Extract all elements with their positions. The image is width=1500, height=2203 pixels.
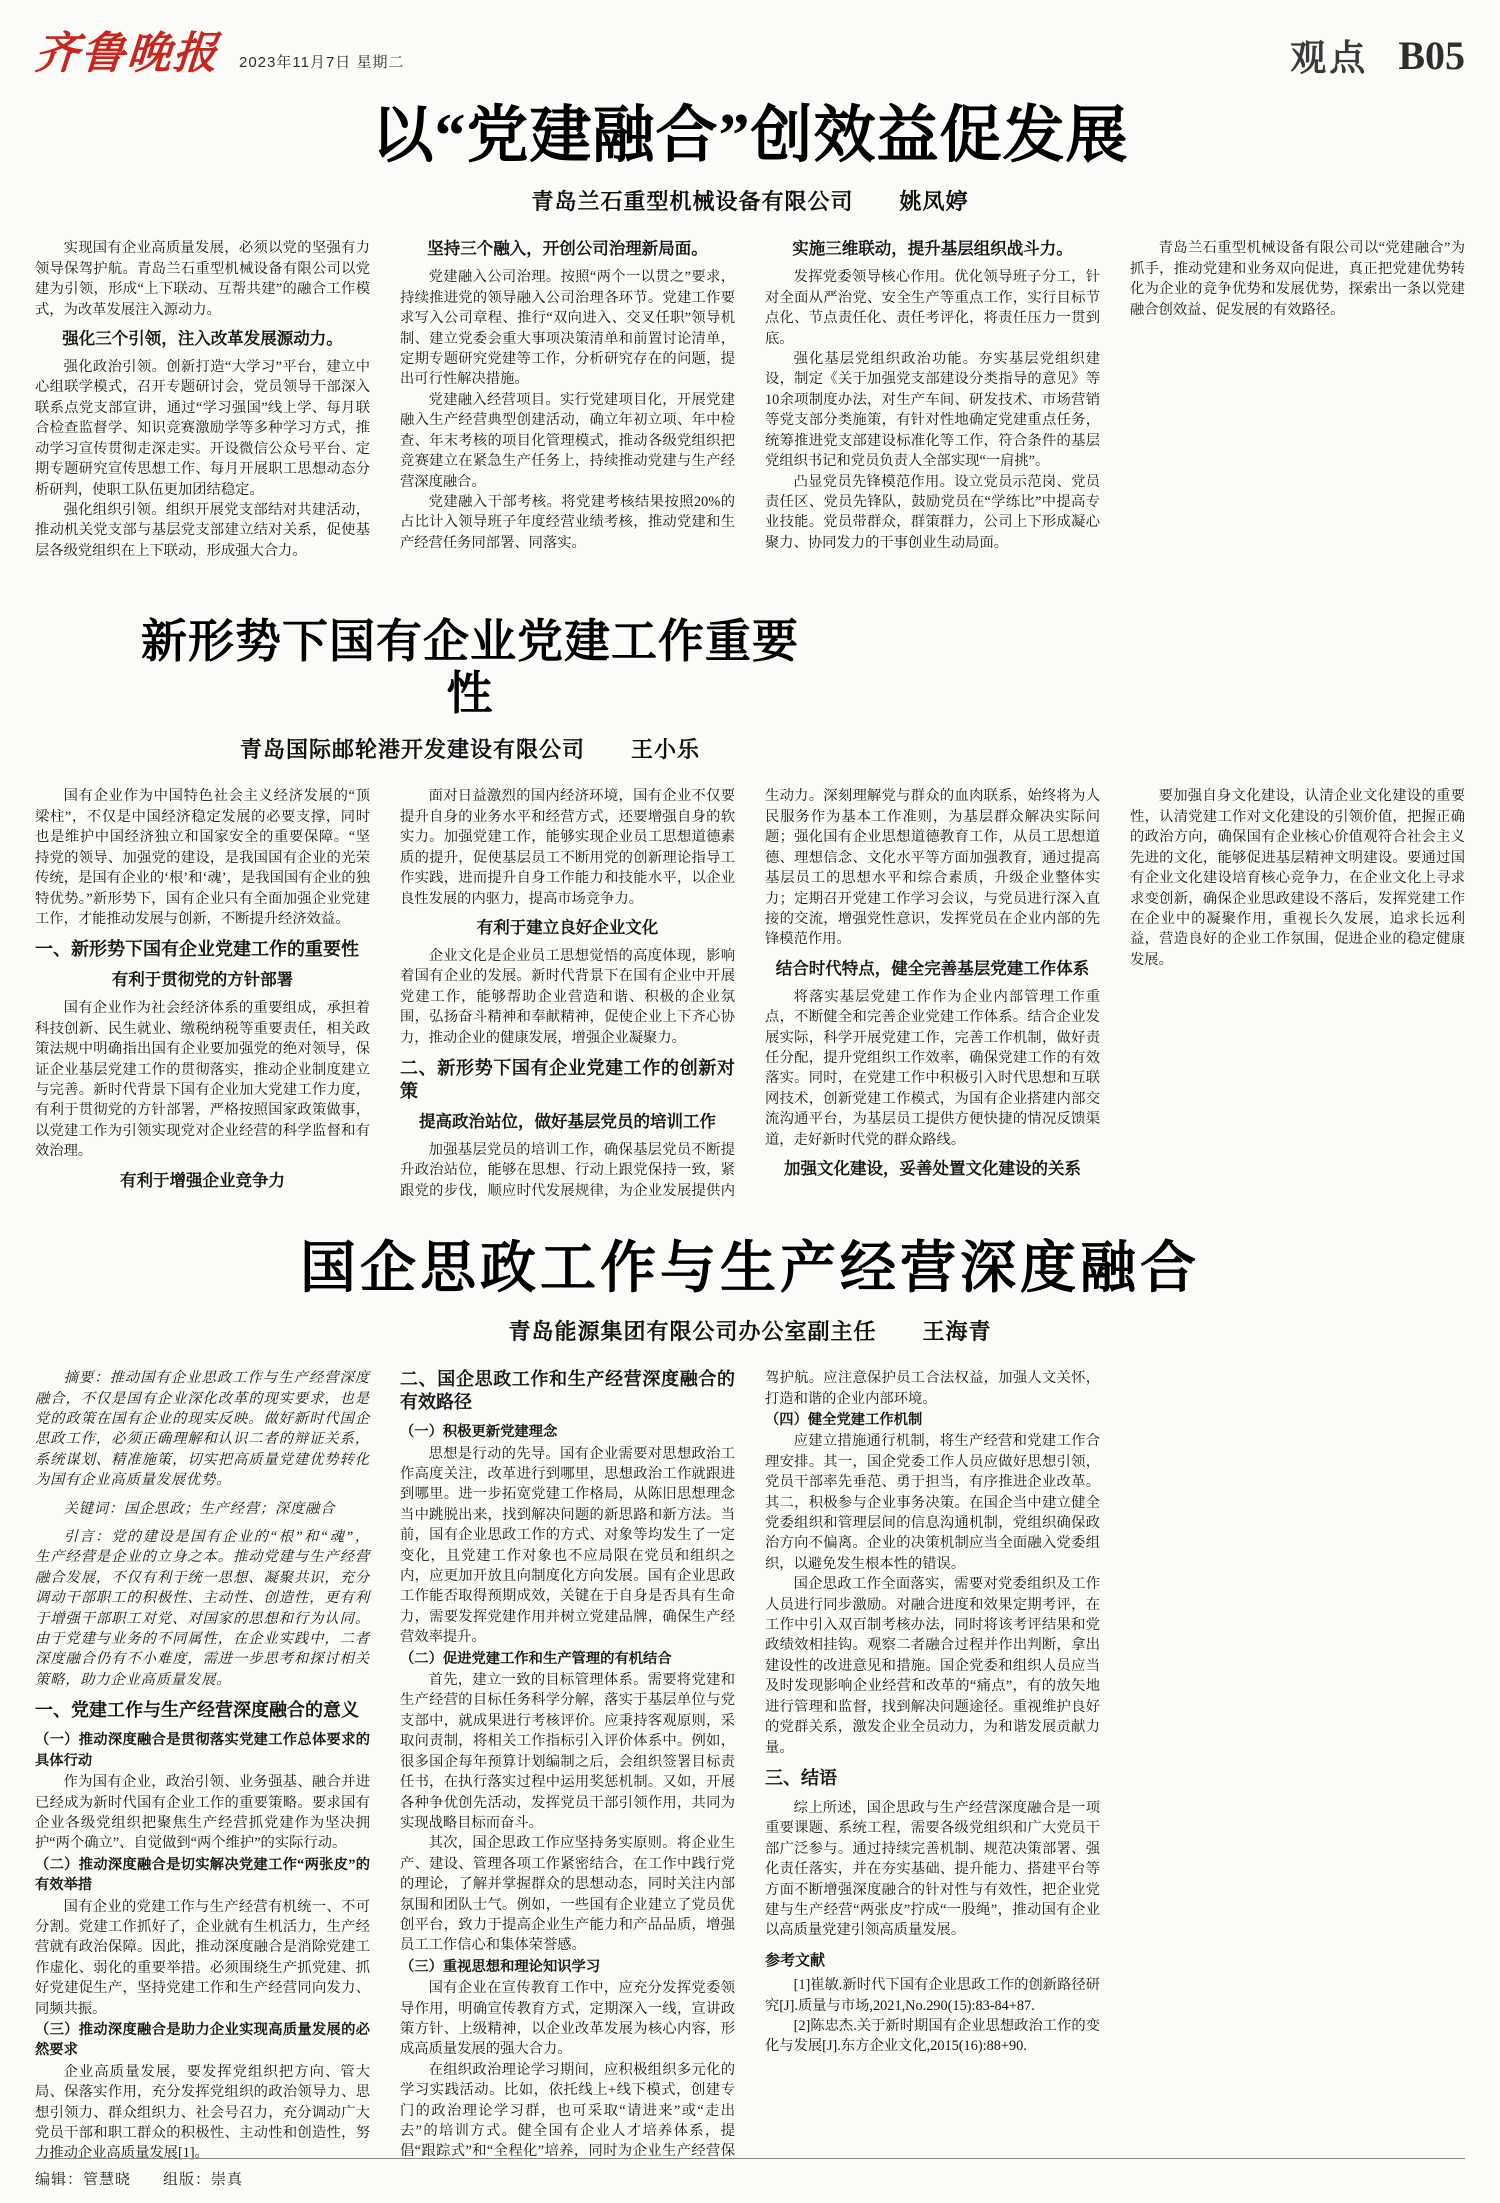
subheading: 二、国企思政工作和生产经营深度融合的有效路径 — [400, 1369, 735, 1413]
paragraph: 将落实基层党建工作作为企业内部管理工作重点，不断健全和完善企业党建工作体系。结合企业发展实际，科学开展党建工作，完善工作机制，做好责任分配，提升党组织工作效率，确保党建工作的有效落实。同时，在党建工作中积极引入时代思想和互联网技术，创新党建工作模式，为国有企业搭建内部交流沟通平台，为基层员工提供方便快捷的情况反馈渠道，走好新时代党的群众路线。 — [765, 988, 1100, 1148]
paragraph: 发挥党委领导核心作用。优化领导班子分工，针对全面从严治党、安全生产等重点工作，实行目标节点化、节点责任化、责任考评化，将责任压力一贯到底。 — [765, 269, 1100, 347]
subheading: 有利于增强企业竞争力 — [120, 1170, 285, 1190]
article-1-title: 以“党建融合”创效益促发展 — [371, 102, 1129, 170]
paragraph: 首先，建立一致的目标管理体系。需要将党建和生产经营的目标任务科学分解，落实于基层单位与党支部中，就成果进行考核评价。应秉持客观原则，采取问责制，将相关工作指标引入评价体系中。例如，很多国企每年预算计划编制之后，会组织签署目标责任书，在执行落实过程中运用奖惩机制。又如，开展各种争优创先活动，发挥党员干部引领作用，共同为实现战略目标而奋斗。 — [400, 1672, 735, 1831]
subheading: 一、党建工作与生产经营深度融合的意义 — [35, 1700, 359, 1721]
subheading: （一）推动深度融合是贯彻落实党建工作总体要求的具体行动 — [35, 1732, 370, 1769]
subheading: 结合时代特点，健全完善基层党建工作体系 — [775, 958, 1090, 978]
subheading: 有利于贯彻党的方针部署 — [111, 970, 294, 990]
paragraph: 面对日益激烈的国内经济环境，国有企业不仅要提升自身的业务水平和经营方式，还要增强自身的软实力。加强党建工作，能够实现企业员工思想道德素质的提升，促使基层员工不断用党的创新理论指导工作实践，进而提升自身工作能力和技能水平，以企业良性发展的内驱力，提高市场竞争力。 — [400, 788, 735, 907]
paragraph: 关键词：国企思政；生产经营；深度融合 — [63, 1500, 336, 1517]
paragraph: 国有企业作为中国特色社会主义经济发展的“顶梁柱”，不仅是中国经济稳定发展的必要支撑，同时也是维护中国经济独立和国家安全的重要保障。“坚持党的领导、加强党的建设，是我国国有企业的光荣传统，是国有企业的‘根’和‘魂’，是我国国有企业的独特优势。”新形势下，国有企业只有全面加强企业党建工作，才能推动发展与创新，不断提升经济效益。 — [35, 788, 370, 927]
header-right — [1290, 33, 1465, 78]
paragraph: 强化基层党组织政治功能。夯实基层党组织建设，制定《关于加强党支部建设分类指导的意见》等10余项制度办法，对生产车间、研发技术、市场营销等党支部分类施策，有针对性地确定党建重点任务，统筹推进党支部建设标准化等工作，符合条件的基层党组织书记和党员负责人全部实现“一肩挑”。 — [765, 351, 1100, 470]
paragraph: 引言：党的建设是国有企业的“根”和“魂”，生产经营是企业的立身之本。推动党建与生产经营融合发展，不仅有利于统一思想、凝聚共识，充分调动干部职工的积极性、主动性、创造性，更有利于增强干部职工对党、对国家的思想和行为认同。由于党建与业务的不同属性，在企业实践中，二者深度融合仍有不小难度，需进一步思考和探讨相关策略，助力企业高质量发展。 — [35, 1529, 370, 1688]
subheading: （三）推动深度融合是助力企业实现高质量发展的必然要求 — [35, 2021, 370, 2059]
article-2-body — [35, 786, 1465, 1204]
paragraph: 企业文化是企业员工思想觉悟的高度体现，影响着国有企业的发展。新时代背景下在国有企业中开展党建工作，能够帮助企业营造和谐、积极的企业氛围，弘扬奋斗精神和奉献精神，促使企业上下齐心协力，推动企业的健康发展，增强企业凝聚力。 — [400, 947, 735, 1046]
page-header — [35, 0, 1465, 76]
masthead-logo: 齐鲁晚报 — [33, 29, 221, 78]
subheading: 坚持三个融入，开创公司治理新局面。 — [427, 239, 708, 259]
paragraph: 国有企业在宣传教育工作中，应充分发挥党委领导作用，明确宣传教育方式，定期深入一线，宣讲政策方针、上级精神，以企业改革发展为核心内容，形成高质量发展的强大合力。 — [400, 1980, 735, 2058]
subheading: （三）重视思想和理论知识学习 — [400, 1958, 601, 1975]
paragraph: 思想是行动的先导。国有企业需要对思想政治工作高度关注，改革进行到哪里，思想政治工作就跟进到哪里。进一步拓宽党建工作格局，从陈旧思想理念当中跳脱出来，找到解决问题的新思路和新方法。当前，国有企业思政工作的方式、对象等均发生了一定变化，且党建工作对象也不应局限在党员和组织之内，应更加开放且向制度化方向发展。国有企业思政工作能否取得预期成效，关键在于自身是否具有生命力，需要发挥党建作用并树立党建品牌，确保生产经营效率提升。 — [400, 1445, 735, 1646]
paragraph: 实现国有企业高质量发展，必须以党的坚强有力领导保驾护航。青岛兰石重型机械设备有限公司以党建为引领，形成“上下联动、互帮共建”的融合工作模式，为改革发展注入源动力。 — [35, 240, 370, 318]
subheading: 一、新形势下国有企业党建工作的重要性 — [35, 939, 359, 960]
page-number: B05 — [1398, 33, 1465, 78]
paragraph: 国有企业作为社会经济体系的重要组成，承担着科技创新、民生就业、缴税纳税等重要责任，相关政策法规中明确指出国有企业要加强党的绝对领导，保证企业基层党建工作的贯彻落实，推动企业制度建立与完善。新时代背景下国有企业加大党建工作力度，有利于贯彻党的方针部署，严格按照国家政策做事，以党建工作为引领实现党对企业经营的科学监督和有效治理。 — [35, 1000, 370, 1160]
subheading: 加强文化建设，妥善处置文化建设的关系 — [784, 1158, 1081, 1178]
subheading: （四）健全党建工作机制 — [765, 1412, 923, 1428]
page-footer — [35, 2158, 1465, 2189]
article-2-author: 青岛国际邮轮港开发建设有限公司 王小乐 — [239, 737, 700, 763]
article-3-author: 青岛能源集团有限公司办公室副主任 王海青 — [508, 1319, 992, 1345]
article-1 — [35, 102, 1465, 576]
subheading: 三、结语 — [765, 1767, 837, 1788]
paragraph: 青岛兰石重型机械设备有限公司以“党建融合”为抓手，推动党建和业务双向促进，真正把党建优势转化为企业的竞争优势和发展优势，探索出一条以党建融合创效益、促发展的有效路径。 — [1130, 240, 1465, 318]
subheading: （二）推动深度融合是切实解决党建工作“两张皮”的有效举措 — [35, 1856, 370, 1894]
article-1-author: 青岛兰石重型机械设备有限公司 姚凤婷 — [531, 189, 969, 215]
subheading: 强化三个引领，注入改革发展源动力。 — [62, 329, 343, 349]
paragraph: 摘要：推动国有企业思政工作与生产经营深度融合，不仅是国有企业深化改革的现实要求，也是党的政策在国有企业的现实反映。做好新时代国企思政工作，必须正确理解和认识二者的辩证关系，系统谋划、精准施策，切实把高质量党建优势转化为国有企业高质量发展优势。 — [35, 1370, 370, 1489]
paragraph: 综上所述，国企思政与生产经营深度融合是一项重要课题、系统工程，需要各级党组织和广大党员干部广泛参与。通过持续完善机制、规范决策部署、强化责任落实，并在夯实基础、提升能力、搭建平台等方面不断增强深度融合的针对性与有效性，把企业党建与生产经营“两张皮”拧成“一股绳”，推动国有企业以高质量党建引领高质量发展。 — [765, 1799, 1100, 1939]
article-3 — [35, 1238, 1465, 2168]
paragraph: 强化政治引领。创新打造“大学习”平台，建立中心组联学模式，召开专题研讨会，党员领导干部深入联系点党支部宣讲，通过“学习强国”线上学、每月联合检查监督学、知识竞赛激励学等多种学习方式，推动学习宣传贯彻走深走实。开设微信公众号平台、定期专题研究宣传思想工作、每月开展职工思想动态分析研判，使职工队伍更加团结稳定。 — [35, 359, 370, 498]
subheading: 有利于建立良好企业文化 — [476, 917, 659, 937]
article-2-title: 新形势下国有企业党建工作重要性 — [141, 616, 799, 719]
editor-credits: 编辑：管慧晓 组版：崇真 — [35, 2172, 244, 2188]
paragraph: 国企思政工作全面落实，需要对党委组织及工作人员进行同步激励。对融合进度和效果定期考评，在工作中引入双百制考核办法，同时将该考评结果和党政绩效相挂钩。观察二者融合过程并作出判断，拿出建设性的改进意见和措施。国企党委和组织人员应当及时发现影响企业经营和改革的“痛点”，有的放矢地进行管理和监督，找到解决问题途径。重视维护良好的党群关系，激发企业全员动力，为和谐发展贡献力量。 — [765, 1576, 1100, 1756]
paragraph: 在组织政治理论学习期间，应积极组织多元化的学习实践活动。比如，依托线上+线下模式，创建专门的政治理论学习群，也可采取“请进来”或“走出去”的培训方式。健全国有企业人才培养体系，提倡“跟踪式”和“全程化”培养，同时为企业生产经营保驾护航。应注意保护员工合法权益，加强人文关怀，打造和谐的企业内部环境。 — [400, 1370, 1100, 2160]
paragraph: 参考文献 — [765, 1952, 826, 1969]
paragraph: 党建融入公司治理。按照“两个一以贯之”要求，持续推进党的领导融入公司治理各环节。党建工作要求写入公司章程、推行“双向进入、交叉任职”领导机制、建立党委会重大事项决策清单和前置讨论清单，定期专题研究党建等工作，分析研究存在的问题，提出可行性解决措施。 — [400, 269, 735, 388]
paragraph: 加强基层党员的培训工作，确保基层党员不断提升政治站位，能够在思想、行动上跟党保持一致，紧跟党的步伐，顺应时代发展规律，为企业发展提供内生动力。深刻理解党与群众的血肉联系，始终将为人民服务作为基本工作准则，为基层群众解决实际问题；强化国有企业思想道德教育工作，从员工思想道德、理想信念、文化水平等方面加强教育，通过提高基层员工的思想水平和综合素质，升级企业整体实力；定期召开党建工作学习会议，与党员进行深入直接的交流，增强党性意识，发挥党员在企业内部的先锋模范作用。 — [400, 788, 1100, 1199]
section-name: 观点 — [1290, 38, 1369, 78]
header-left — [33, 29, 405, 78]
paragraph: [2]陈忠杰.关于新时期国有企业思想政治工作的变化与发展[J].东方企业文化,2015(16):88+90. — [765, 2017, 1100, 2055]
subheading: （一）积极更新党建理念 — [400, 1424, 558, 1441]
subheading: （二）促进党建工作和生产管理的有机结合 — [400, 1650, 672, 1667]
paragraph: 凸显党员先锋模范作用。设立党员示范岗、党员责任区、党员先锋队，鼓励党员在“学练比”中提高专业技能。党员带群众，群策群力，公司上下形成凝心聚力、协同发力的干事创业生动局面。 — [765, 473, 1100, 551]
paragraph: 应建立措施通行机制，将生产经营和党建工作合理安排。其一，国企党委工作人员应做好思想引领，党员干部率先垂范、勇于担当，有序推进企业改革。其二，积极参与企业事务决策。在国企当中建立健全党委组织和管理层间的信息沟通机制，党组织确保政治方向不偏离。企业的决策机制应当全面融入党委组织，以避免发生根本性的错误。 — [765, 1433, 1100, 1572]
paragraph: 国有企业的党建工作与生产经营有机统一、不可分割。党建工作抓好了，企业就有生机活力，生产经营就有政治保障。因此，推动深度融合是消除党建工作虚化、弱化的重要举措。必须围绕生产抓党建、抓好党建促生产，坚持党建工作和生产经营同向发力、同频共振。 — [35, 1898, 370, 2017]
paragraph: 要加强自身文化建设，认清企业文化建设的重要性，认清党建工作对文化建设的引领价值，把握正确的政治方向，确保国有企业核心价值观符合社会主义先进的文化，能够促进基层精神文明建设。要通过国有企业文化建设培育核心竞争力，在企业文化上寻求求变创新，确保企业思政建设不落后，发挥党建工作在企业中的凝聚作用，重视长久发展，追求长远利益，营造良好的企业工作氛围，促进企业的稳定健康发展。 — [1130, 788, 1465, 968]
paragraph: 企业高质量发展，要发挥党组织把方向、管大局、保落实作用，充分发挥党组织的政治领导力、思想引领力、群众组织力、社会号召力，充分调动广大党员干部和职工群众的积极性、主动性和创造性，努力推动企业高质量发展[1]。 — [35, 2063, 370, 2162]
subheading: 二、新形势下国有企业党建工作的创新对策 — [400, 1057, 735, 1101]
article-1-body — [35, 238, 1465, 576]
article-3-title: 国企思政工作与生产经营深度融合 — [300, 1238, 1200, 1301]
dateline: 2023年11月7日 星期二 — [239, 54, 405, 71]
paragraph: 强化组织引领。组织开展党支部结对共建活动，推动机关党支部与基层党支部建立结对关系，促使基层各级党组织在上下联动，形成强大合力。 — [35, 501, 370, 559]
paragraph: 党建融入干部考核。将党建考核结果按照20%的占比计入领导班子年度经营业绩考核，推动党建和生产经营任务同部署、同落实。 — [400, 493, 735, 551]
subheading: 提高政治站位，做好基层党员的培训工作 — [419, 1111, 716, 1131]
paragraph: 作为国有企业，政治引领、业务强基、融合并进已经成为新时代国有企业工作的重要策略。要求国有企业各级党组织把聚焦生产经营抓党建作为坚决拥护“两个确立”、自觉做到“两个维护”的实际行动。 — [35, 1774, 370, 1852]
paragraph: 其次，国企思政工作应坚持务实原则。将企业生产、建设、管理各项工作紧密结合，在工作中践行党的理论，了解并掌握群众的思想动态，同时关注内部氛围和团队士气。例如，一些国有企业建立了党员优创平台，致力于提高企业生产能力和产品品质，增强员工工作信心和集体荣誉感。 — [400, 1835, 735, 1954]
paragraph: 党建融入经营项目。实行党建项目化，开展党建融入生产经营典型创建活动，确立年初立项、年中检查、年末考核的项目化管理模式，推动各级党组织把竞赛建立在紧急生产任务上，持续推动党建与生产经营深度融合。 — [400, 391, 735, 490]
subheading: 实施三维联动，提升基层组织战斗力。 — [792, 239, 1073, 259]
article-2 — [35, 616, 1465, 1204]
paragraph: [1]崔敏.新时代下国有企业思政工作的创新路径研究[J].质量与市场,2021,No.290(15):83-84+87. — [765, 1977, 1100, 2014]
article-3-body — [35, 1368, 1465, 2168]
